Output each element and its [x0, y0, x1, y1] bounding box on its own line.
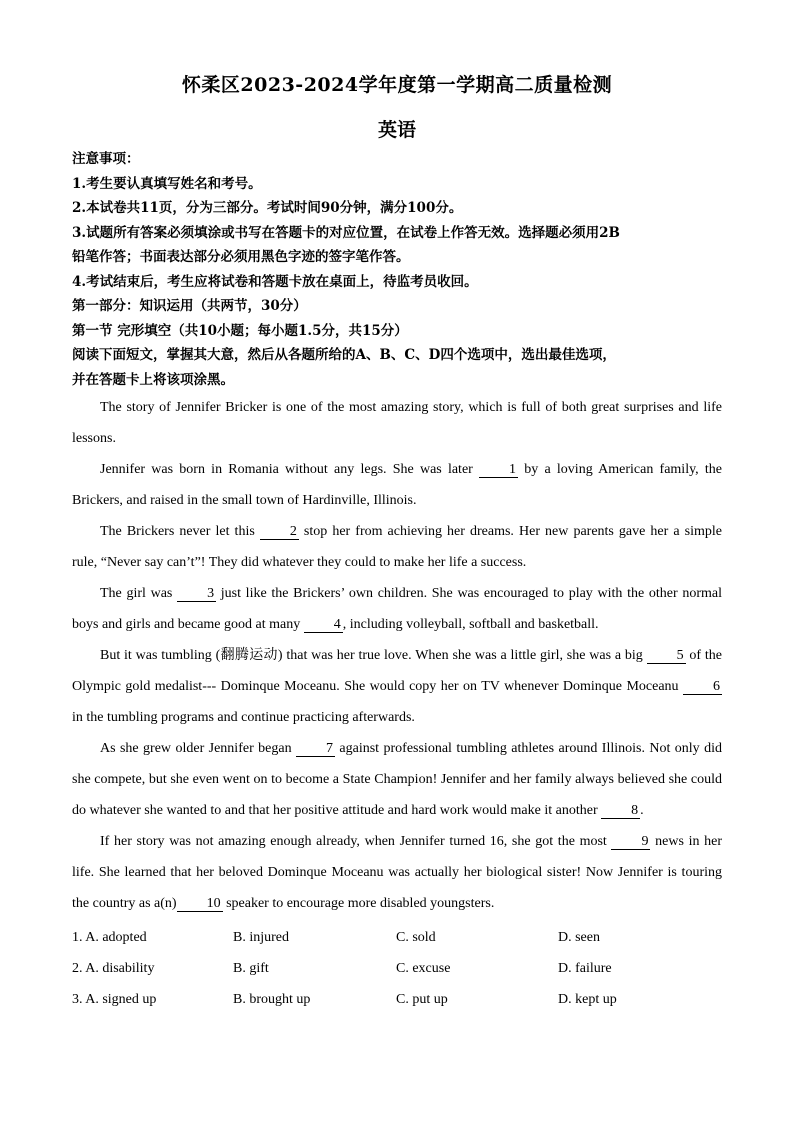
- passage-text: The girl was: [100, 586, 178, 601]
- option-b: B. gift: [233, 960, 269, 976]
- blank-8: 8: [601, 803, 640, 819]
- question-3-options: [72, 984, 722, 1015]
- notes-heading: 注意事项：: [72, 151, 140, 167]
- question-2-options: [72, 953, 722, 984]
- option-c: C. excuse: [396, 960, 451, 976]
- passage-text: of the Olympic gold medalist--- Dominque Moceanu. She would copy her on TV whenever Dominque Moceanu: [72, 648, 723, 694]
- exam-notes: [72, 147, 732, 392]
- passage-text: Jennifer was born in Romania without any legs. She was later: [100, 462, 480, 477]
- passage-paragraph-2: [72, 454, 722, 516]
- option-d: D. failure: [558, 960, 612, 976]
- passage-text: speaker to encourage more disabled youngsters.: [222, 896, 495, 911]
- note-item-1: 1.考生要认真填写姓名和考号。: [72, 175, 262, 192]
- note-item-3-line-1: 3.试题所有答案必须填涂或书写在答题卡的对应位置，在试卷上作答无效。选择题必须用2B: [72, 224, 620, 241]
- exam-subject: 英语: [377, 119, 416, 141]
- section-heading: 第一节 完形填空（共10小题；每小题1.5分，共15分）: [72, 322, 408, 339]
- blank-5: 5: [647, 648, 686, 664]
- passage-text: in the tumbling programs and continue practicing afterwards.: [72, 710, 415, 725]
- passage-paragraph-3: [72, 516, 722, 578]
- passage-text: .: [640, 803, 644, 818]
- passage-text: stop her from achieving her dreams. Her new parents gave her a simple rule, “Never say can’t”! They did whatever they could to make her life a success.: [72, 524, 722, 570]
- passage-text: The story of Jennifer Bricker is one of the most amazing story, which is full of both great surprises and life lessons.: [72, 400, 722, 446]
- option-b: B. injured: [233, 929, 289, 945]
- passage-text: news in her life. She learned that her beloved Dominque Moceanu was actually her biological sister! Now Jennifer is touring the country as a(n): [72, 834, 722, 911]
- question-1-options: [72, 922, 722, 953]
- passage-text: As she grew older Jennifer began: [100, 741, 296, 756]
- passage-text: If her story was not amazing enough already, when Jennifer turned 16, she got the most: [100, 834, 612, 849]
- option-a: 2. A. disability: [72, 960, 155, 976]
- passage-paragraph-7: [72, 826, 722, 919]
- note-item-3-line-2: 铅笔作答；书面表达部分必须用黑色字迹的签字笔作答。: [72, 249, 410, 265]
- blank-2: 2: [260, 524, 299, 540]
- blank-1: 1: [479, 462, 518, 478]
- option-a: 1. A. adopted: [72, 929, 147, 945]
- option-d: D. seen: [558, 929, 600, 945]
- part-heading: 第一部分：知识运用（共两节，30分）: [72, 298, 307, 314]
- option-d: D. kept up: [558, 991, 617, 1007]
- blank-3: 3: [177, 586, 216, 602]
- blank-7: 7: [296, 741, 335, 757]
- option-a: 3. A. signed up: [72, 991, 157, 1007]
- blank-9: 9: [611, 834, 650, 850]
- passage-text: , including volleyball, softball and basketball.: [342, 617, 599, 632]
- passage-paragraph-5: [72, 640, 722, 733]
- note-item-4: 4.考试结束后，考生应将试卷和答题卡放在桌面上，待监考员收回。: [72, 273, 478, 290]
- option-c: C. sold: [396, 929, 436, 945]
- instruction-line-1: 阅读下面短文，掌握其大意，然后从各题所给的A、B、C、D四个选项中，选出最佳选项，: [72, 347, 616, 363]
- cloze-passage: [72, 392, 722, 919]
- blank-6: 6: [683, 679, 722, 695]
- option-b: B. brought up: [233, 991, 311, 1007]
- passage-paragraph-1: [72, 392, 722, 454]
- note-item-2: 2.本试卷共11页，分为三部分。考试时间90分钟，满分100分。: [72, 200, 463, 216]
- passage-text: The Brickers never let this: [100, 524, 260, 539]
- exam-title: 怀柔区2023-2024学年度第一学期高二质量检测: [181, 74, 613, 96]
- passage-text: against professional tumbling athletes around Illinois. Not only did she compete, but she even went on to become a State Champion! Jennifer and her family always believed she could do whatever she wanted to and that her positive attitude and hard work would make it another: [72, 741, 722, 818]
- blank-4: 4: [304, 617, 343, 633]
- passage-text: by a loving American family, the Brickers, and raised in the small town of Hardinville, Illinois.: [72, 462, 723, 508]
- instruction-line-2: 并在答题卡上将该项涂黑。: [72, 371, 234, 388]
- answer-options: [72, 922, 722, 1015]
- passage-paragraph-4: [72, 578, 722, 640]
- passage-paragraph-6: [72, 733, 722, 826]
- passage-text: just like the Brickers’ own children. She was encouraged to play with the other normal boys and girls and became good at many: [72, 586, 722, 632]
- option-c: C. put up: [396, 991, 448, 1007]
- passage-text: But it was tumbling (翻腾运动) that was her true love. When she was a little girl, she was a big: [100, 648, 647, 663]
- blank-10: 10: [177, 896, 223, 912]
